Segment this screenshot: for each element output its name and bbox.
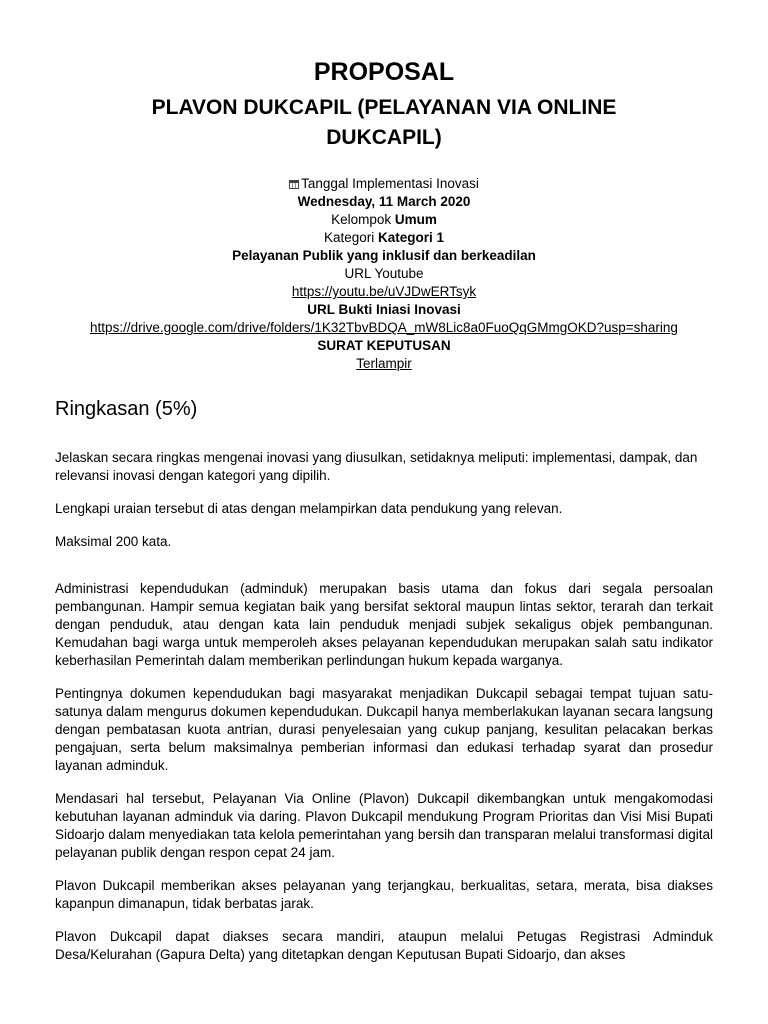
group-row (55, 211, 713, 229)
date-label: Tanggal Implementasi Inovasi (301, 176, 479, 191)
category-description: Pelayanan Publik yang inklusif dan berkeadilan (232, 248, 536, 263)
group-value: Umum (394, 212, 437, 227)
calendar-icon (289, 180, 299, 189)
youtube-link[interactable]: https://youtu.be/uVJDwERTsyk (291, 284, 477, 299)
instruction-paragraph: Jelaskan secara ringkas mengenai inovasi yang diusulkan, setidaknya meliputi: implementasi, dampak, dan relevansi inovasi dengan kategori yang dipilih. (55, 450, 698, 483)
youtube-label: URL Youtube (344, 266, 424, 281)
date-value: Wednesday, 11 March 2020 (297, 194, 471, 209)
instruction-paragraph: Lengkapi uraian tersebut di atas dengan melampirkan data pendukung yang relevan. (55, 501, 563, 516)
evidence-link[interactable]: https://drive.google.com/drive/folders/1K32TbvBDQA_mW8Lic8a0FuoQqGMmgOKD?usp=sharing (90, 320, 678, 335)
group-label: Kelompok (331, 212, 392, 227)
body-paragraph: Pentingnya dokumen kependudukan bagi masyarakat menjadikan Dukcapil sebagai tempat tujuan satu-satunya dalam mengurus dokumen kependudukan. Dukcapil hanya memberlakukan layanan secara langsung dengan pembatasan kuota antrian, durasi penyelesaian yang cukup panjang, kesulitan pelacakan berkas pengajuan, serta belum maksimalnya pemberian informasi dan edukasi terhadap syarat dan prosedur layanan adminduk. (55, 686, 713, 773)
category-value: Kategori 1 (378, 230, 445, 245)
document-subtitle: PLAVON DUKCAPIL (PELAYANAN VIA ONLINE DUKCAPIL) (151, 96, 617, 149)
category-row (55, 229, 713, 247)
body-paragraph: Mendasari hal tersebut, Pelayanan Via Online (Plavon) Dukcapil dikembangkan untuk mengakomodasi kebutuhan layanan adminduk via daring. Plavon Dukcapil mendukung Program Prioritas dan Visi Misi Bupati Sidoarjo dalam menyediakan tata kelola pemerintahan yang bersih dan transparan melalui transformasi digital pelayanan publik dengan respon cepat 24 jam. (55, 791, 713, 860)
instruction-paragraph: Maksimal 200 kata. (55, 534, 172, 549)
document-title: PROPOSAL (313, 58, 455, 86)
date-label-row (55, 175, 713, 193)
body-paragraph: Plavon Dukcapil memberikan akses pelayanan yang terjangkau, berkualitas, setara, merata, bisa diakses kapanpun dimanapun, tidak berbatas jarak. (55, 878, 713, 911)
decree-label: SURAT KEPUTUSAN (317, 338, 451, 353)
body-paragraph: Administrasi kependudukan (adminduk) merupakan basis utama dan fokus dari segala persoalan pembangunan. Hampir semua kegiatan baik yang bersifat sektoral maupun lintas sektor, terarah dan terkait dengan penduduk, atau dengan kata lain penduduk menjadi subjek sekaligus objek pembangunan. Kemudahan bagi warga untuk memperoleh akses pelayanan kependudukan merupakan salah satu indikator keberhasilan Pemerintah dalam memberikan perlindungan hukum kepada warganya. (55, 581, 713, 668)
evidence-label: URL Bukti Iniasi Inovasi (307, 302, 461, 317)
category-label: Kategori (323, 230, 375, 245)
meta-block (55, 175, 713, 373)
decree-link[interactable]: Terlampir (356, 356, 412, 371)
body-paragraph: Plavon Dukcapil dapat diakses secara mandiri, ataupun melalui Petugas Registrasi Adminduk Desa/Kelurahan (Gapura Delta) yang ditetapkan dengan Keputusan Bupati Sidoarjo, dan akses (55, 929, 713, 962)
section-heading: Ringkasan (5%) (55, 398, 198, 420)
